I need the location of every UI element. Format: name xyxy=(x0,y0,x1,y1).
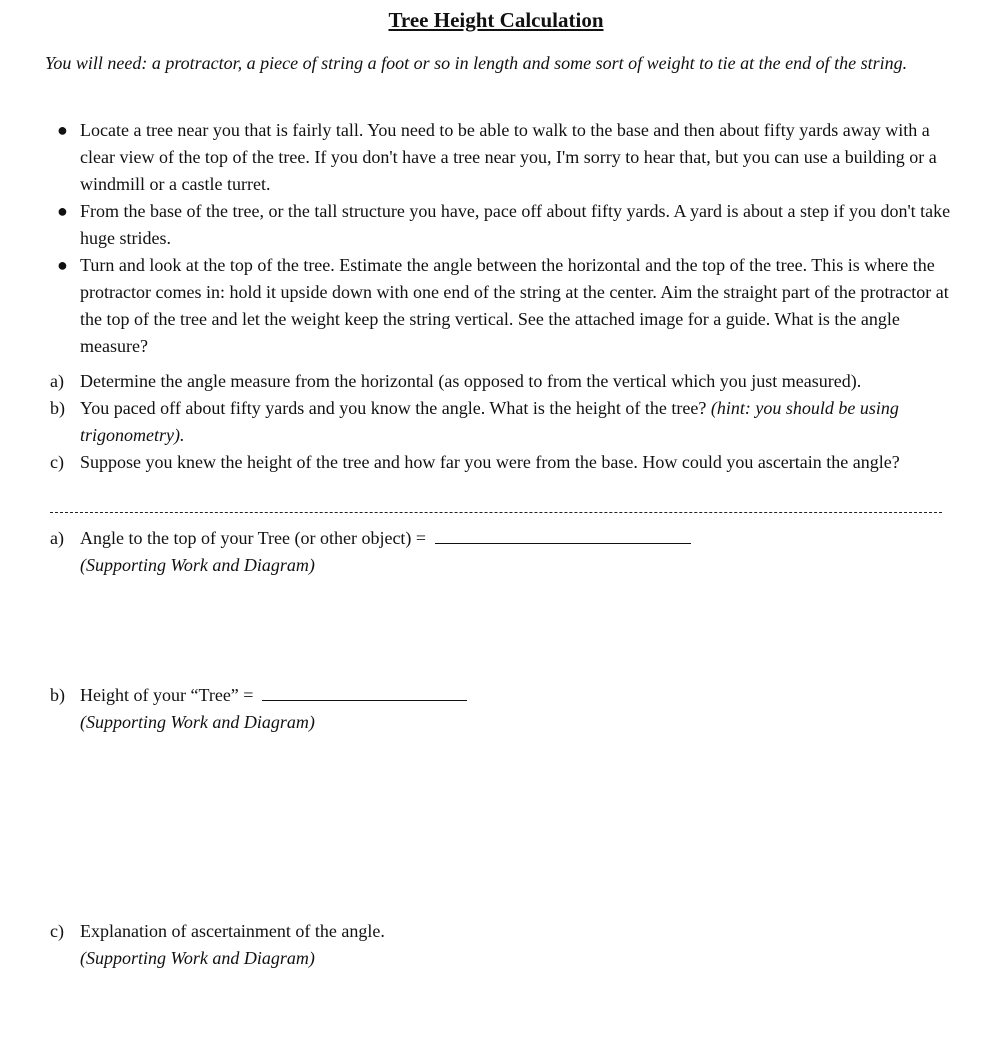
question-text: You paced off about fifty yards and you know the angle. What is the height of the tree? xyxy=(80,398,707,418)
answer-label: c) xyxy=(50,921,64,941)
question-label: a) xyxy=(50,371,64,391)
answer-prompt: Angle to the top of your Tree (or other object) = xyxy=(80,528,427,548)
answer-b-section xyxy=(0,682,467,736)
angle-answer-blank[interactable] xyxy=(435,525,691,544)
bullet-icon: ● xyxy=(57,120,68,140)
question-a xyxy=(0,368,950,395)
answer-a-section xyxy=(0,525,691,579)
instruction-text: Locate a tree near you that is fairly tall. You need to be able to walk to the base and then about fifty yards away with a clear view of the top of the tree. If you don't have a tree near you, I'm sorry to hear that, but you can use a building or a windmill or a castle turret. xyxy=(80,120,937,194)
instruction-text: Turn and look at the top of the tree. Estimate the angle between the horizontal and the top of the tree. This is where the protractor comes in: hold it upside down with one end of the string at the center. Aim the straight part of the protractor at the top of the tree and let the weight keep the string vertical. See the attached image for a guide. What is the angle measure? xyxy=(80,255,949,356)
question-hint: (hint: you should be using trigonometry). xyxy=(80,398,899,445)
answer-prompt: Height of your “Tree” = xyxy=(80,685,254,705)
bullet-icon: ● xyxy=(57,201,68,221)
instruction-text: From the base of the tree, or the tall structure you have, pace off about fifty yards. A yard is about a step if you don't take huge strides. xyxy=(80,201,951,248)
question-c xyxy=(0,449,950,476)
materials-intro: You will need: a protractor, a piece of string a foot or so in length and some sort of weight to tie at the end of the string. xyxy=(45,53,908,73)
answer-prompt: Explanation of ascertainment of the angle. xyxy=(80,921,385,941)
dashed-divider xyxy=(50,512,942,513)
answer-line xyxy=(0,682,467,709)
question-label: b) xyxy=(50,398,65,418)
answer-label: b) xyxy=(50,685,65,705)
question-label: c) xyxy=(50,452,64,472)
answer-line xyxy=(0,525,691,552)
page-title: Tree Height Calculation xyxy=(388,8,604,32)
question-b xyxy=(0,395,950,449)
question-list xyxy=(0,368,950,476)
supporting-work-label: (Supporting Work and Diagram) xyxy=(80,948,315,968)
height-answer-blank[interactable] xyxy=(262,682,467,701)
bullet-icon: ● xyxy=(57,255,68,275)
instruction-list xyxy=(0,117,955,360)
instruction-item xyxy=(0,252,955,360)
supporting-work-label: (Supporting Work and Diagram) xyxy=(80,555,315,575)
question-text: Determine the angle measure from the horizontal (as opposed to from the vertical which you just measured). xyxy=(80,371,862,391)
supporting-work-label: (Supporting Work and Diagram) xyxy=(80,712,315,732)
question-text: Suppose you knew the height of the tree and how far you were from the base. How could you ascertain the angle? xyxy=(80,452,900,472)
answer-label: a) xyxy=(50,528,64,548)
instruction-item xyxy=(0,117,955,198)
answer-c-section xyxy=(0,918,385,972)
instruction-item xyxy=(0,198,955,252)
